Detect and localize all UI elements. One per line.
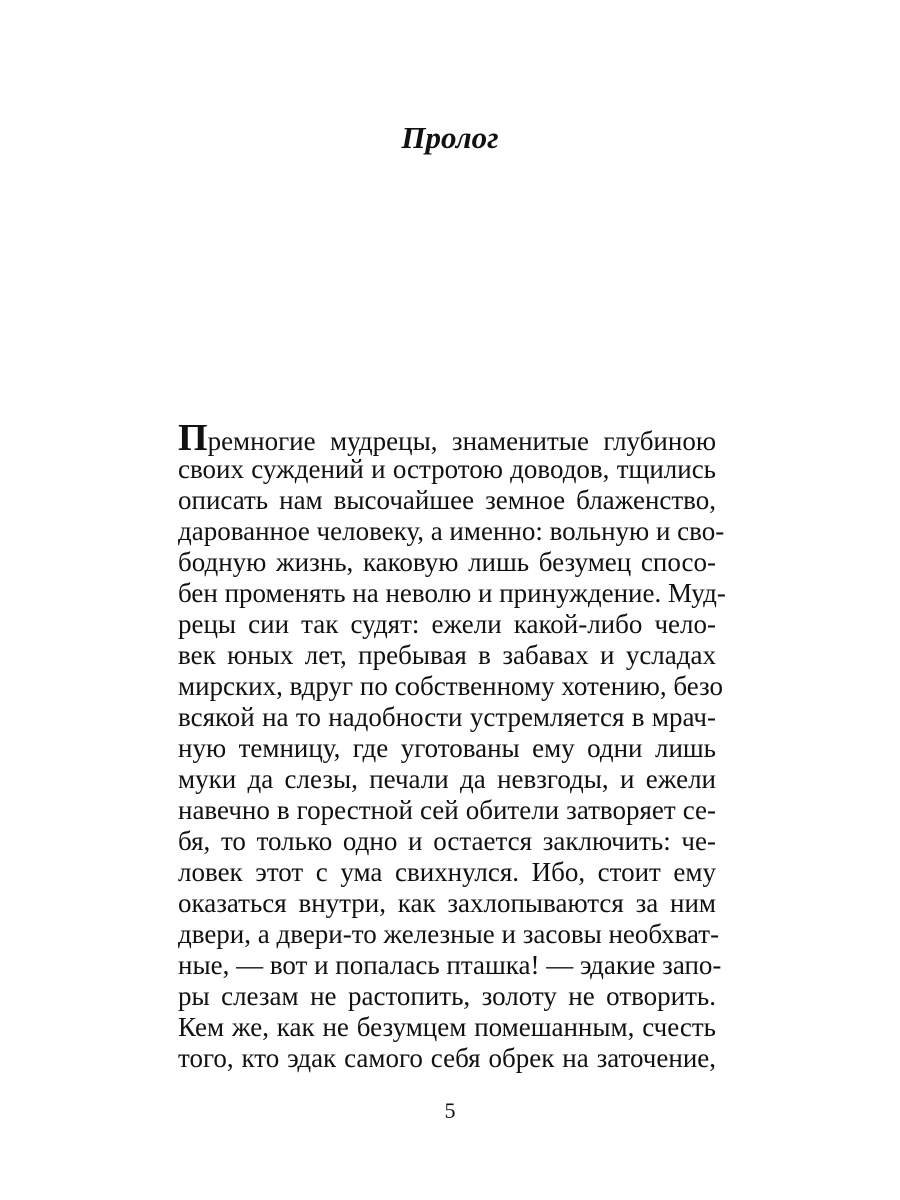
body-text: [178, 417, 726, 1074]
text-line: бодную жизнь, каковую лишь безумец спосо-: [178, 547, 716, 577]
text-line: навечно в горестной сей обители затворяет се-: [178, 795, 716, 825]
text-line: Кем же, как не безумцем помешанным, счесть: [178, 1012, 716, 1042]
text-line: описать нам высочайшее земное блаженство,: [178, 485, 716, 515]
text-line: того, кто эдак самого себя обрек на заточение,: [178, 1043, 716, 1073]
text-line: бен променять на неволю и принуждение. Муд-: [178, 578, 726, 608]
text-line: век юных лет, пребывая в забавах и усладах: [178, 640, 716, 670]
drop-cap: П: [178, 417, 208, 459]
text-line: рецы сии так судят: ежели какой-либо чело-: [178, 609, 716, 639]
text-line: муки да слезы, печали да невзгоды, и ежели: [178, 764, 716, 794]
text-line: всякой на то надобности устремляется в мрач-: [178, 702, 716, 732]
chapter-title: Пролог: [401, 120, 499, 155]
page-number: 5: [444, 1098, 456, 1123]
text-line: ловек этот с ума свихнулся. Ибо, стоит ему: [178, 857, 716, 887]
text-line-1-rest: ремногие мудрецы, знаменитые глубиною: [207, 426, 716, 456]
text-line: дарованное человеку, а именно: вольную и сво-: [178, 516, 725, 546]
text-line: ные, — вот и попалась пташка! — эдакие запо-: [178, 950, 722, 980]
text-line: ную темницу, где уготованы ему одни лишь: [178, 733, 716, 763]
text-line-1: [178, 417, 716, 459]
text-line: своих суждений и остротою доводов, тщились: [178, 454, 716, 484]
text-line: бя, то только одно и остается заключить: че-: [178, 826, 716, 856]
text-line: двери, а двери-то железные и засовы необхват-: [178, 919, 720, 949]
text-line: мирских, вдруг по собственному хотению, безо: [178, 671, 724, 701]
text-line: оказаться внутри, как захлопываются за ним: [178, 888, 716, 918]
text-line: ры слезам не растопить, золоту не отворить.: [178, 981, 716, 1011]
